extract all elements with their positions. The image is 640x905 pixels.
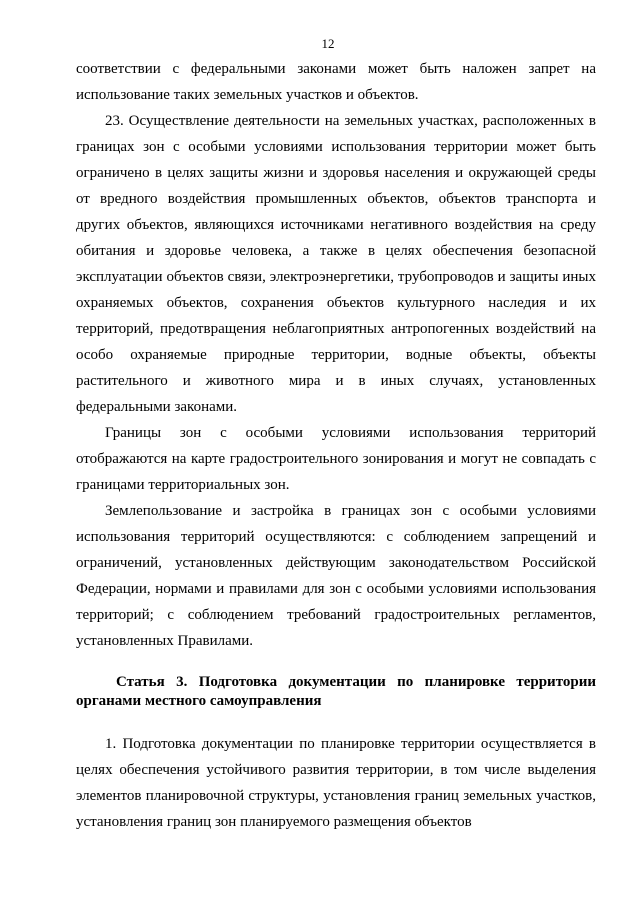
article-heading: Статья 3. Подготовка документации по планировке территории органами местного самоуправления: [76, 674, 596, 709]
paragraph-item-23: 23. Осуществление деятельности на земельных участках, расположенных в границах зон с особыми условиями использования территории может быть ограничено в целях защиты жизни и здоровья населения и окружающей среды от вредного воздействия промышленных объектов, объектов транспорта и других объектов, являющихся источниками негативного воздействия на среду обитания и здоровье человека, а также в целях обеспечения безопасной эксплуатации объектов связи, электроэнергетики, трубопроводов и защиты иных охраняемых объектов, сохранения объектов культурного наследия и их территорий, предотвращения неблагоприятных антропогенных воздействий на особо охраняемые природные территории, водные объекты, объекты растительного и животного мира и в иных случаях, установленных федеральными законами.: [76, 113, 596, 415]
page-number: 12: [321, 36, 335, 51]
paragraph-zone-boundaries: Границы зон с особыми условиями использования территорий отображаются на карте градостроительного зонирования и могут не совпадать с границами территориальных зон.: [76, 425, 596, 493]
paragraph-land-use: Землепользование и застройка в границах зон с особыми условиями использования территорий осуществляются: с соблюдением запрещений и ограничений, установленных действующим законодательством Российской Федерации, нормами и правилами для зон с особыми условиями использования территорий; с соблюдением требований градостроительных регламентов, установленных Правилами.: [76, 503, 596, 649]
paragraph-article-3-item-1: 1. Подготовка документации по планировке территории осуществляется в целях обеспечения устойчивого развития территории, в том числе выделения элементов планировочной структуры, установления границ земельных участков, установления границ зон планируемого размещения объектов: [76, 736, 596, 830]
paragraph-continuation: соответствии с федеральными законами может быть наложен запрет на использование таких земельных участков и объектов.: [76, 61, 596, 103]
document-body: [76, 56, 596, 835]
